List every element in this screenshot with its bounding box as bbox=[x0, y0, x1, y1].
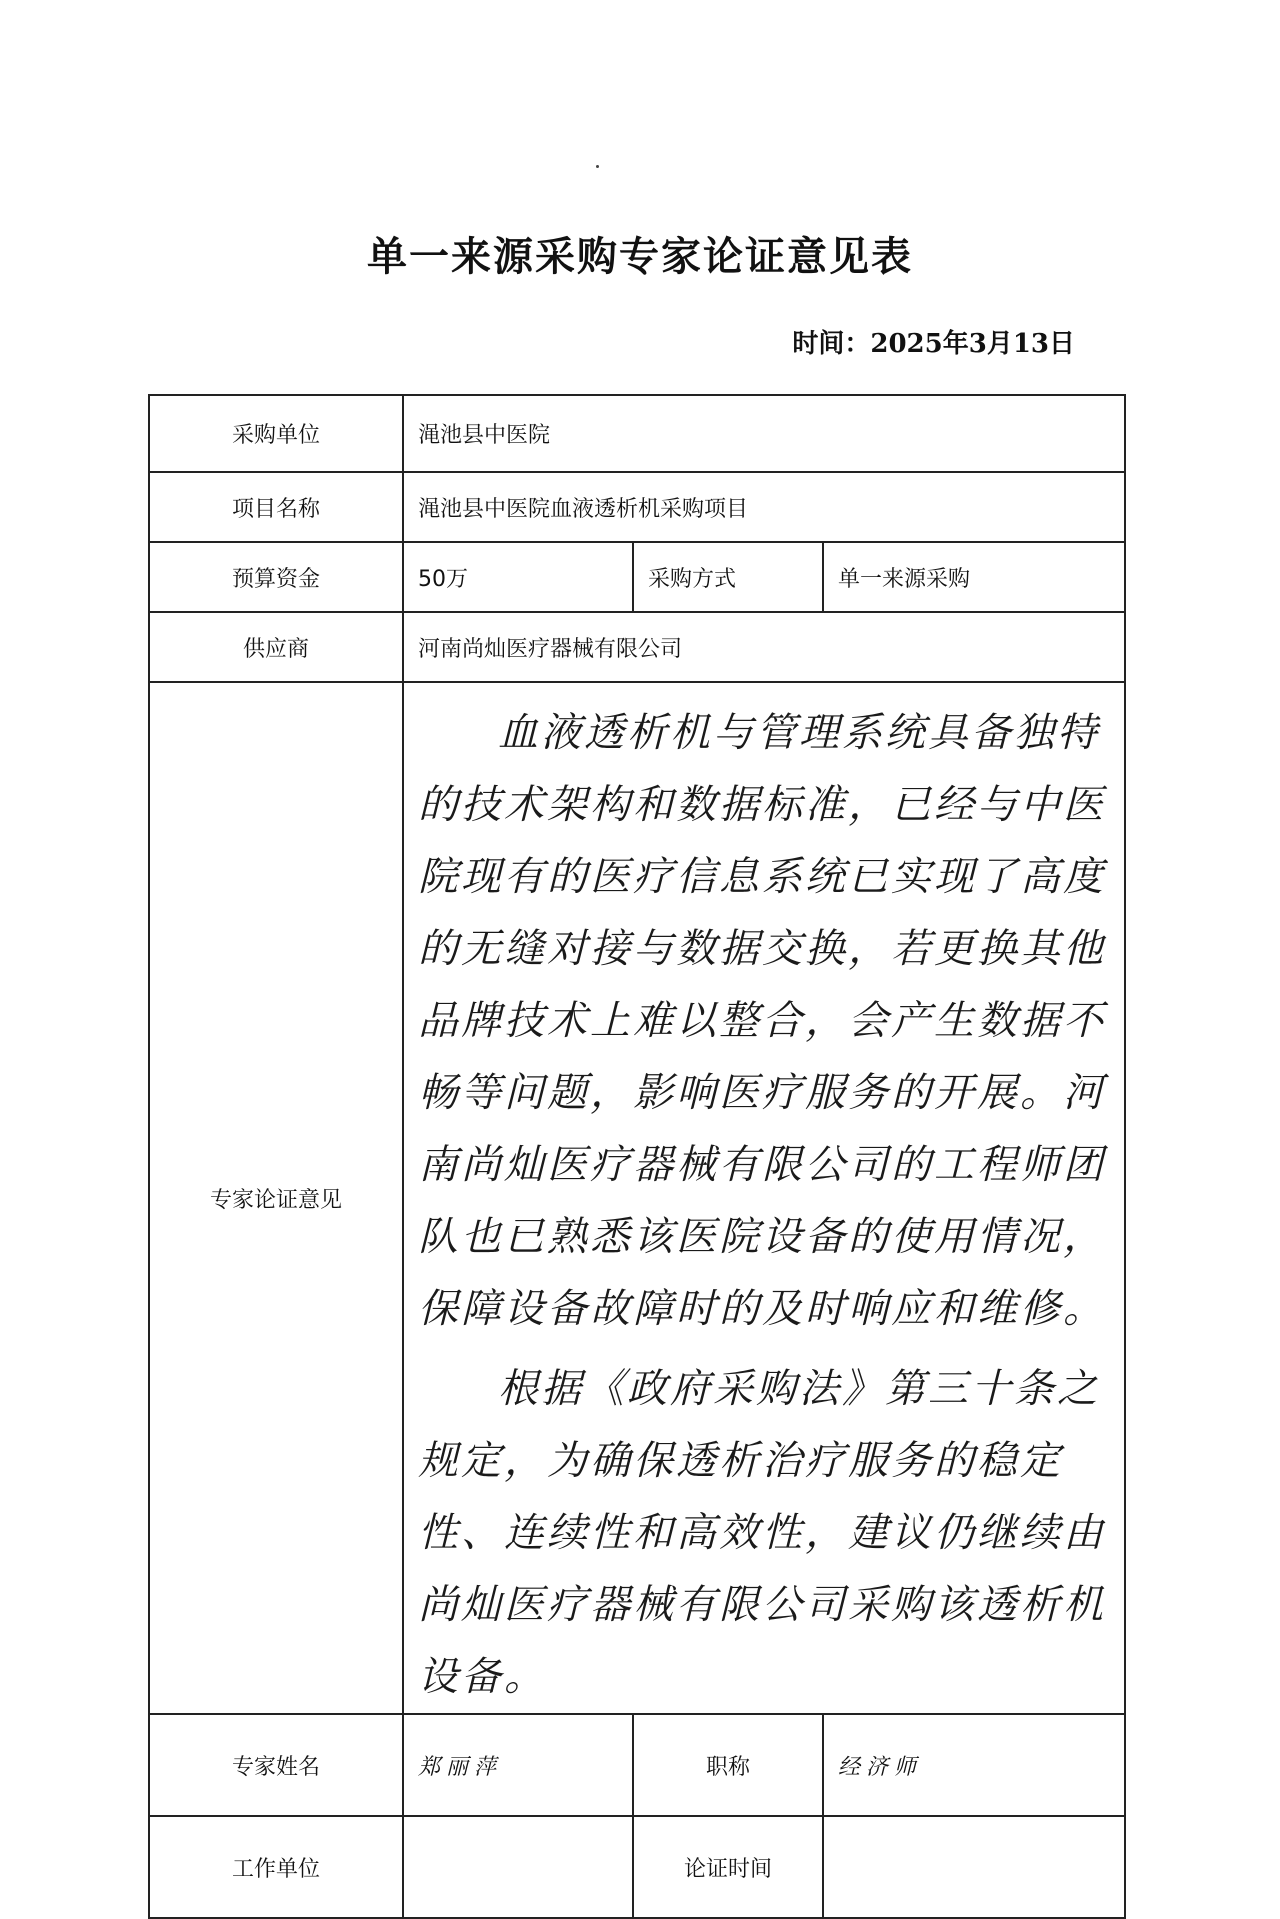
budget-value: 50万 bbox=[403, 542, 633, 612]
row-purchaser bbox=[149, 395, 1125, 472]
title-handwritten: 经济师 bbox=[823, 1714, 1125, 1816]
opinion-handwritten bbox=[403, 682, 1125, 1714]
row-budget bbox=[149, 542, 1125, 612]
work-unit-value bbox=[403, 1816, 633, 1918]
verify-time-value bbox=[823, 1816, 1125, 1918]
row-expert bbox=[149, 1714, 1125, 1816]
verify-time-label: 论证时间 bbox=[633, 1816, 823, 1918]
document-date: 时间：2025年3月13日 bbox=[792, 329, 1075, 359]
project-value: 渑池县中医院血液透析机采购项目 bbox=[403, 472, 1125, 542]
row-opinion bbox=[149, 682, 1125, 1714]
title-label: 职称 bbox=[633, 1714, 823, 1816]
row-project bbox=[149, 472, 1125, 542]
supplier-value: 河南尚灿医疗器械有限公司 bbox=[403, 612, 1125, 682]
row-work-unit bbox=[149, 1816, 1125, 1918]
project-label: 项目名称 bbox=[149, 472, 403, 542]
expert-signature: 郑丽萍 bbox=[403, 1714, 633, 1816]
opinion-form-table bbox=[148, 394, 1126, 1919]
method-label: 采购方式 bbox=[633, 542, 823, 612]
purchaser-label: 采购单位 bbox=[149, 395, 403, 472]
supplier-label: 供应商 bbox=[149, 612, 403, 682]
opinion-label: 专家论证意见 bbox=[149, 682, 403, 1714]
document-title: 单一来源采购专家论证意见表 bbox=[367, 233, 913, 280]
speck bbox=[596, 165, 599, 168]
opinion-paragraph-1: 血液透析机与管理系统具备独特的技术架构和数据标准，已经与中医院现有的医疗信息系统已实现了高度的无缝对接与数据交换，若更换其他品牌技术上难以整合，会产生数据不畅等问题，影响医疗服务的开展。河南尚灿医疗器械有限公司的工程师团队也已熟悉该医院设备的使用情况，保障设备故障时的及时响应和维修。 bbox=[418, 710, 1106, 1332]
opinion-paragraph-2: 根据《政府采购法》第三十条之规定，为确保透析治疗服务的稳定性、连续性和高效性，建议仍继续由尚灿医疗器械有限公司采购该透析机设备。 bbox=[418, 1366, 1106, 1700]
purchaser-value: 渑池县中医院 bbox=[403, 395, 1125, 472]
budget-label: 预算资金 bbox=[149, 542, 403, 612]
method-value: 单一来源采购 bbox=[823, 542, 1125, 612]
row-supplier bbox=[149, 612, 1125, 682]
work-unit-label: 工作单位 bbox=[149, 1816, 403, 1918]
expert-name-label: 专家姓名 bbox=[149, 1714, 403, 1816]
